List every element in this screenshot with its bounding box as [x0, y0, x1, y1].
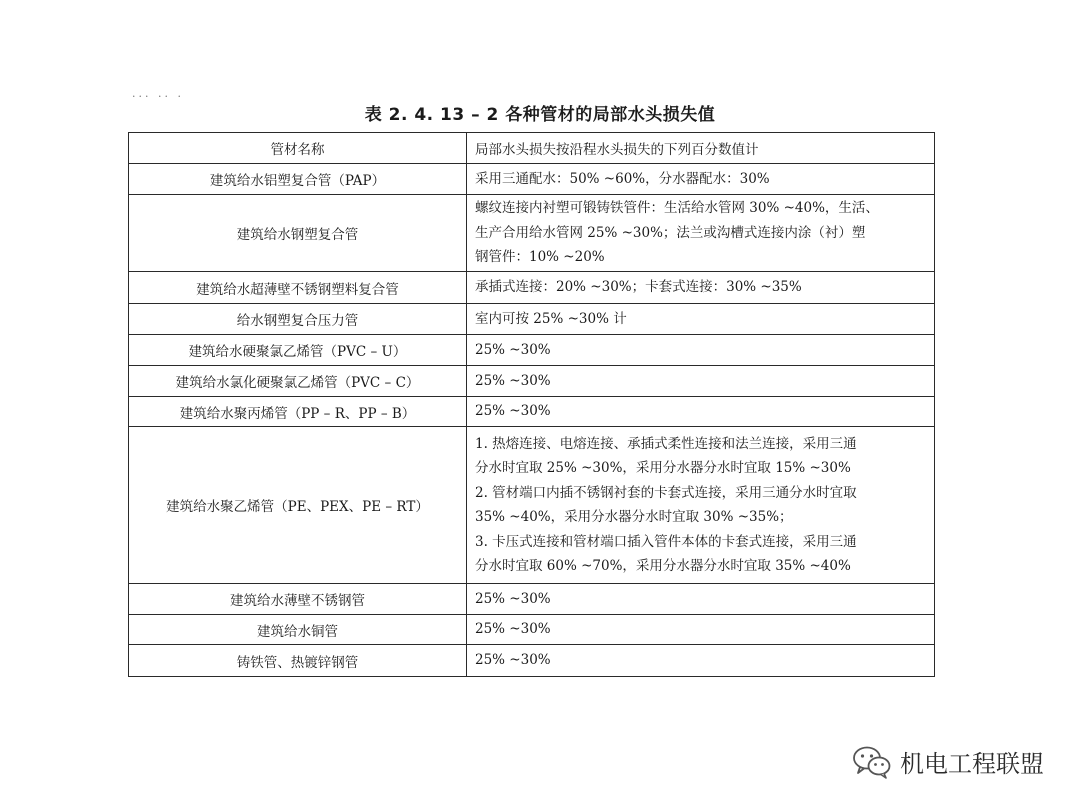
table-row — [129, 164, 935, 195]
row-pipe-name: 建筑给水硬聚氯乙烯管（PVC – U） — [129, 335, 467, 366]
row-loss-value — [467, 335, 935, 366]
row-loss-value — [467, 397, 935, 427]
watermark — [852, 744, 1044, 779]
wechat-icon — [852, 745, 892, 779]
row-value-line: 生产合用给水管网 25% ~30%；法兰或沟槽式连接内涂（衬）塑 — [475, 224, 866, 241]
row-value-line: 螺纹连接内衬塑可锻铸铁管件：生活给水管网 30% ~40%，生活、 — [475, 200, 879, 217]
row-value-line: 承插式连接：20% ~30%；卡套式连接：30% ~35% — [475, 279, 802, 296]
row-loss-value — [467, 427, 935, 584]
row-value-line: 25% ~30% — [475, 590, 551, 607]
row-value-line: 采用三通配水：50% ~60%，分水器配水：30% — [475, 170, 770, 187]
table-title: 表 2. 4. 13 – 2 各种管材的局部水头损失值 — [364, 105, 716, 125]
row-value-line: 25% ~30% — [475, 341, 551, 358]
row-loss-value — [467, 304, 935, 335]
row-value-line: 25% ~30% — [475, 403, 551, 420]
row-pipe-name: 建筑给水氯化硬聚氯乙烯管（PVC – C） — [129, 366, 467, 397]
row-value-line: 25% ~30% — [475, 621, 551, 638]
row-pipe-name: 建筑给水聚乙烯管（PE、PEX、PE – RT） — [129, 427, 467, 584]
table-header-row — [129, 133, 935, 164]
table-row — [129, 366, 935, 397]
row-pipe-name: 建筑给水薄壁不锈钢管 — [129, 584, 467, 615]
row-value-line: 25% ~30% — [475, 372, 551, 389]
row-value-line: 2. 管材端口内插不锈钢衬套的卡套式连接，采用三通分水时宜取 — [475, 484, 857, 501]
row-pipe-name: 给水钢塑复合压力管 — [129, 304, 467, 335]
row-value-line: 钢管件：10% ~20% — [475, 249, 605, 266]
table-row — [129, 304, 935, 335]
row-loss-value — [467, 615, 935, 645]
table-row — [129, 272, 935, 304]
row-value-line: 1. 热熔连接、电熔连接、承插式柔性连接和法兰连接，采用三通 — [475, 435, 857, 452]
row-pipe-name: 建筑给水钢塑复合管 — [129, 195, 467, 272]
row-pipe-name: 建筑给水聚丙烯管（PP – R、PP – B） — [129, 397, 467, 427]
row-pipe-name: 建筑给水铜管 — [129, 615, 467, 645]
row-value-line: 35% ~40%，采用分水器分水时宜取 30% ~35%； — [475, 509, 793, 525]
row-pipe-name: 铸铁管、热镀锌钢管 — [129, 645, 467, 677]
row-loss-value — [467, 366, 935, 397]
header-loss-percent: 局部水头损失按沿程水头损失的下列百分数值计 — [467, 133, 935, 164]
table-row — [129, 584, 935, 615]
row-value-line: 3. 卡压式连接和管材端口插入管件本体的卡套式连接，采用三通 — [475, 533, 857, 550]
row-value-line: 分水时宜取 25% ~30%，采用分水器分水时宜取 15% ~30% — [475, 460, 851, 476]
header-pipe-name: 管材名称 — [129, 133, 467, 164]
table-row — [129, 195, 935, 272]
row-loss-value — [467, 272, 935, 304]
row-value-line: 25% ~30% — [475, 652, 551, 669]
table-row — [129, 335, 935, 366]
page-header-fragment: ··· ·· · — [132, 90, 184, 103]
table-row — [129, 615, 935, 645]
row-loss-value — [467, 195, 935, 272]
row-pipe-name: 建筑给水超薄壁不锈钢塑料复合管 — [129, 272, 467, 304]
loss-table — [128, 132, 935, 677]
row-pipe-name: 建筑给水铝塑复合管（PAP） — [129, 164, 467, 195]
row-value-line: 室内可按 25% ~30% 计 — [475, 310, 627, 327]
row-value-line: 分水时宜取 60% ~70%，采用分水器分水时宜取 35% ~40% — [475, 558, 851, 574]
row-loss-value — [467, 584, 935, 615]
table-row — [129, 427, 935, 584]
row-loss-value — [467, 645, 935, 677]
table-row — [129, 645, 935, 677]
watermark-text: 机电工程联盟 — [900, 750, 1044, 778]
row-loss-value — [467, 164, 935, 195]
table-row — [129, 397, 935, 427]
